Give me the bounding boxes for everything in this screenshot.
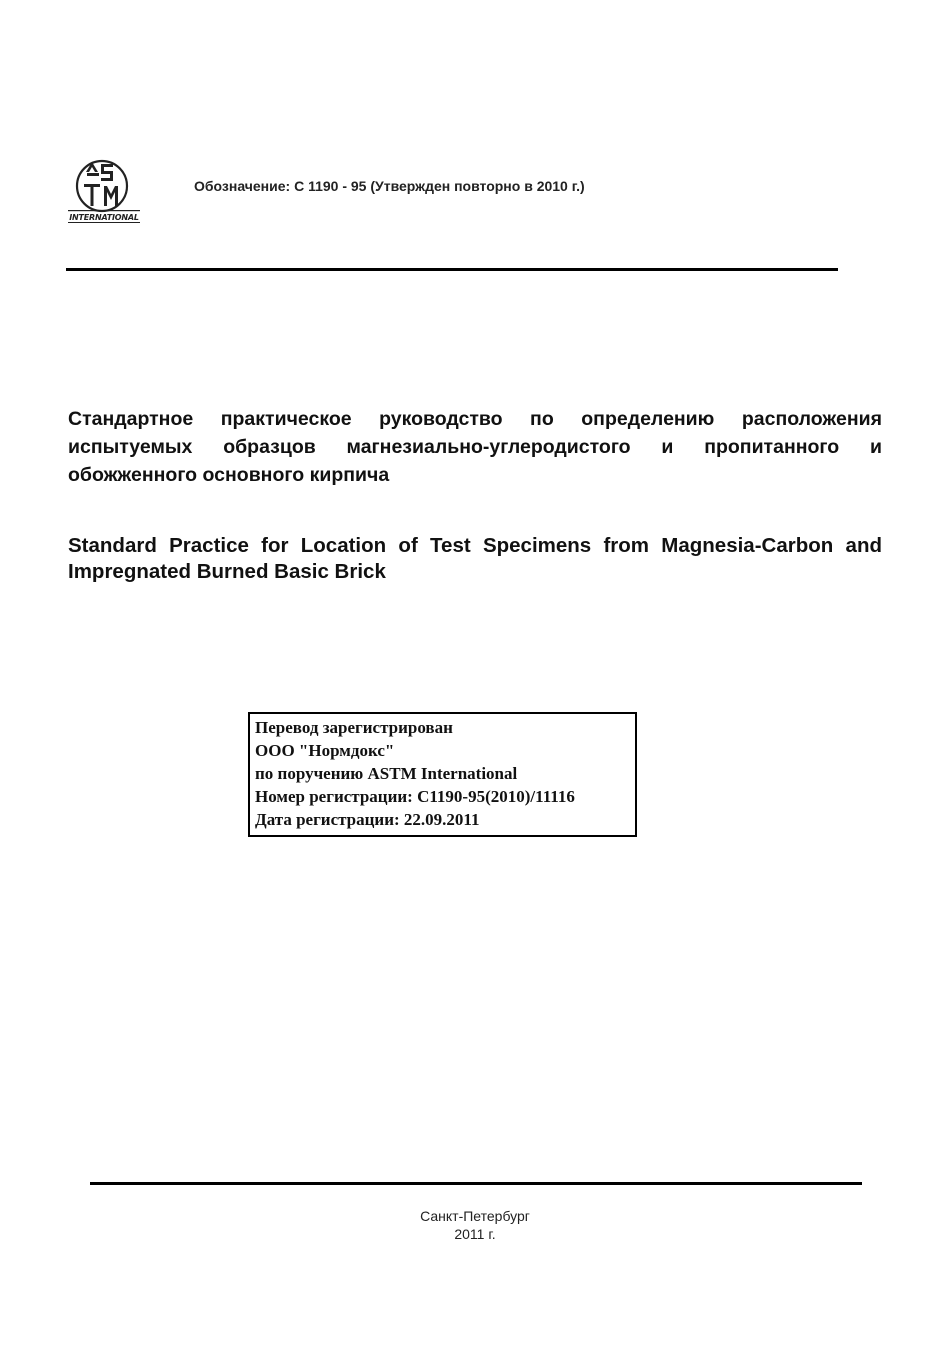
footer-year: 2011 г. [454,1226,496,1242]
registration-line: по поручению ASTM International [255,764,518,783]
registration-number: Номер регистрации: C1190-95(2010)/11116 [255,787,575,806]
title-russian: Стандартное практическое руководство по определению расположения испытуемых образцов магнезиально-углеродистого и пропитанного и обожженного основного кирпича [68,408,882,486]
document-designation: Обозначение: C 1190 - 95 (Утвержден повторно в 2010 г.) [194,178,585,194]
footer-city: Санкт-Петербург [420,1208,530,1224]
registration-line: Перевод зарегистрирован [255,718,453,737]
title-english: Standard Practice for Location of Test Specimens from Magnesia-Carbon and Impregnated Burned Basic Brick [68,534,882,583]
registration-date: Дата регистрации: 22.09.2011 [255,810,480,829]
svg-text:INTERNATIONAL: INTERNATIONAL [69,213,139,222]
registration-line: ООО "Нормдокс" [255,741,395,760]
registration-box [248,712,637,837]
astm-international-logo [66,158,142,228]
header-divider [66,268,838,271]
footer-divider [90,1182,862,1185]
footer [0,1207,950,1243]
